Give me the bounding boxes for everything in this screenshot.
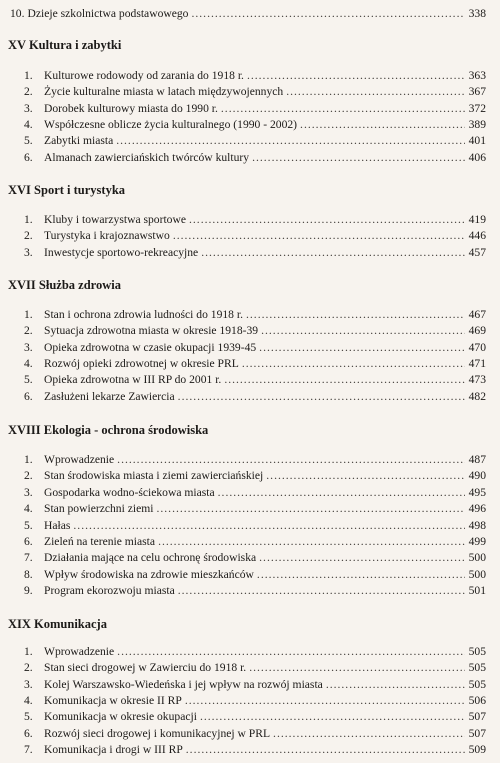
entry-title: Zieleń na terenie miasta <box>44 535 156 548</box>
entry-page: 505 <box>468 677 486 691</box>
entry-number: 5. <box>24 710 33 724</box>
toc-entry <box>24 117 486 132</box>
toc-entry <box>24 677 486 692</box>
section-heading: XIX Komunikacja <box>8 617 107 631</box>
entry-title: Hałas <box>44 518 71 532</box>
entry-title: Stan powierzchni ziemi <box>44 502 154 516</box>
dot-leader <box>300 117 465 132</box>
toc-entry <box>24 550 486 565</box>
toc-entry <box>24 583 486 598</box>
entry-number: 4. <box>24 693 33 707</box>
dot-leader <box>218 485 465 500</box>
toc-entry <box>10 6 486 21</box>
entry-title: Działania mające na celu ochronę środowiska <box>44 551 257 565</box>
entry-title: Wprowadzenie <box>44 453 115 466</box>
entry-title: Kulturowe rodowody od zarania do 1918 r. <box>44 69 244 82</box>
dot-leader <box>247 68 465 83</box>
entry-page: 505 <box>468 661 486 675</box>
entry-title: Komunikacja w okresie okupacji <box>44 710 197 724</box>
dot-leader <box>286 84 465 99</box>
entry-number: 2. <box>24 324 33 338</box>
entry-page: 401 <box>468 134 486 148</box>
entry-number: 5. <box>24 518 33 532</box>
entry-page: 490 <box>468 469 486 483</box>
entry-page: 367 <box>468 85 486 99</box>
entry-title: Stan sieci drogowej w Zawierciu do 1918 r. <box>44 661 247 675</box>
entry-number: 8. <box>24 567 33 581</box>
dot-leader <box>156 501 465 516</box>
entry-page: 487 <box>468 453 486 466</box>
entry-number: 3. <box>24 101 33 115</box>
entry-number: 6. <box>24 389 33 403</box>
entry-number: 1. <box>24 453 33 466</box>
entry-number: 7. <box>24 742 33 756</box>
entry-page: 501 <box>468 584 486 598</box>
entry-title: Kluby i towarzystwa sportowe <box>44 213 186 226</box>
entry-number: 1. <box>24 213 33 226</box>
toc-entry <box>24 518 486 533</box>
dot-leader <box>116 133 465 148</box>
dot-leader <box>173 228 465 243</box>
toc-entry <box>24 228 486 243</box>
entry-number: 1. <box>24 308 33 321</box>
toc-entry <box>24 372 486 387</box>
entry-page: 507 <box>468 710 486 724</box>
entry-number: 3. <box>24 245 33 259</box>
dot-leader <box>326 677 465 692</box>
dot-leader <box>178 583 465 598</box>
dot-leader <box>158 534 465 549</box>
toc-entry <box>24 150 486 165</box>
entry-page: 372 <box>468 101 486 115</box>
dot-leader <box>224 372 465 387</box>
entry-title: Gospodarka wodno-ściekowa miasta <box>44 485 215 499</box>
entry-page: 495 <box>468 485 486 499</box>
entry-number: 6. <box>24 150 33 164</box>
dot-leader <box>178 389 465 404</box>
toc-entry <box>24 133 486 148</box>
entry-page: 389 <box>468 117 486 131</box>
dot-leader <box>117 452 465 467</box>
entry-number: 1. <box>24 645 33 658</box>
dot-leader <box>185 693 465 708</box>
dot-leader <box>249 660 465 675</box>
toc-entry <box>24 501 486 516</box>
entry-number: 5. <box>24 134 33 148</box>
section-heading: XVII Służba zdrowia <box>8 278 121 292</box>
entry-title: Stan środowiska miasta i ziemi zawierciańskiej <box>44 469 264 483</box>
entry-title: Komunikacja w okresie II RP <box>44 693 182 707</box>
entry-page: 500 <box>468 551 486 565</box>
entry-number: 2. <box>24 661 33 675</box>
dot-leader <box>221 101 465 116</box>
dot-leader <box>246 307 465 322</box>
entry-page: 496 <box>468 502 486 516</box>
toc-entry <box>24 660 486 675</box>
section-heading: XVI Sport i turystyka <box>8 183 126 197</box>
dot-leader <box>259 550 465 565</box>
toc-entry <box>24 212 486 227</box>
dot-leader <box>266 468 465 483</box>
entry-number: 4. <box>24 502 33 516</box>
toc-entry <box>24 693 486 708</box>
entry-number: 2. <box>24 229 33 243</box>
entry-number: 4. <box>24 356 33 370</box>
section-heading: XV Kultura i zabytki <box>8 38 122 52</box>
toc-entry <box>24 307 486 322</box>
toc-entry <box>24 567 486 582</box>
entry-page: 457 <box>468 245 486 259</box>
toc-entry <box>24 644 486 659</box>
entry-page: 473 <box>468 373 486 387</box>
entry-number: 3. <box>24 485 33 499</box>
dot-leader <box>186 742 465 757</box>
entry-page: 499 <box>468 535 486 548</box>
entry-title: Kolej Warszawsko-Wiedeńska i jej wpływ na rozwój miasta <box>44 677 323 691</box>
entry-title: Stan i ochrona zdrowia ludności do 1918 r. <box>44 308 243 321</box>
entry-title: Program ekorozwoju miasta <box>44 584 175 598</box>
section-heading: XVIII Ekologia - ochrona środowiska <box>8 423 209 437</box>
entry-page: 338 <box>468 7 486 20</box>
entry-number: 1. <box>24 69 33 82</box>
entry-number: 6. <box>24 726 33 740</box>
toc-entry <box>24 101 486 116</box>
entry-title: Opieka zdrowotna w czasie okupacji 1939-45 <box>44 340 257 354</box>
entry-number: 3. <box>24 677 33 691</box>
entry-title: Inwestycje sportowo-rekreacyjne <box>44 245 199 259</box>
entry-title: Życie kulturalne miasta w latach międzywojennych <box>44 85 284 99</box>
entry-title: Wprowadzenie <box>44 645 115 658</box>
toc-entry <box>24 356 486 371</box>
entry-page: 509 <box>468 742 486 756</box>
entry-number: 4. <box>24 117 33 131</box>
entry-title: Almanach zawierciańskich twórców kultury <box>44 150 250 164</box>
entry-page: 506 <box>468 693 486 707</box>
entry-page: 470 <box>468 340 486 354</box>
entry-title: Zasłużeni lekarze Zawiercia <box>44 389 175 403</box>
entry-number: 2. <box>24 85 33 99</box>
entry-title: Opieka zdrowotna w III RP do 2001 r. <box>44 373 222 387</box>
entry-title: Dorobek kulturowy miasta do 1990 r. <box>44 101 218 115</box>
dot-leader <box>242 356 465 371</box>
toc-entry <box>24 709 486 724</box>
entry-page: 419 <box>468 213 486 226</box>
dot-leader <box>117 644 465 659</box>
entry-number: 7. <box>24 551 33 565</box>
entry-number: 10. <box>10 7 25 20</box>
toc-entry <box>24 452 486 467</box>
toc-entry <box>24 742 486 757</box>
dot-leader <box>259 340 465 355</box>
entry-title: Sytuacja zdrowotna miasta w okresie 1918-39 <box>44 324 259 338</box>
entry-title: Komunikacja i drogi w III RP <box>44 742 183 756</box>
entry-number: 5. <box>24 373 33 387</box>
entry-title: Rozwój sieci drogowej i komunikacyjnej w PRL <box>44 726 271 740</box>
toc-entry <box>24 485 486 500</box>
entry-page: 505 <box>468 645 486 658</box>
entry-page: 507 <box>468 726 486 740</box>
entry-page: 498 <box>468 518 486 532</box>
entry-page: 500 <box>468 567 486 581</box>
entry-page: 467 <box>468 308 486 321</box>
toc-entry <box>24 468 486 483</box>
toc-entry <box>24 68 486 83</box>
entry-page: 471 <box>468 356 486 370</box>
entry-title: Rozwój opieki zdrowotnej w okresie PRL <box>44 356 239 370</box>
toc-entry <box>24 245 486 260</box>
entry-title: Dzieje szkolnictwa podstawowego <box>27 7 189 20</box>
dot-leader <box>201 245 465 260</box>
entry-number: 2. <box>24 469 33 483</box>
entry-page: 406 <box>468 150 486 164</box>
dot-leader <box>191 6 465 21</box>
entry-page: 446 <box>468 229 486 243</box>
entry-title: Zabytki miasta <box>44 134 114 148</box>
dot-leader <box>252 150 465 165</box>
entry-number: 9. <box>24 584 33 598</box>
entry-page: 469 <box>468 324 486 338</box>
entry-title: Turystyka i krajoznawstwo <box>44 229 170 243</box>
toc-entry <box>24 323 486 338</box>
entry-title: Współczesne oblicze życia kulturalnego (1990 - 2002) <box>44 117 298 131</box>
dot-leader <box>200 709 465 724</box>
dot-leader <box>273 726 465 741</box>
toc-entry <box>24 726 486 741</box>
entry-number: 3. <box>24 340 33 354</box>
entry-page: 363 <box>468 69 486 82</box>
dot-leader <box>261 323 465 338</box>
toc-entry <box>24 534 486 549</box>
entry-title: Wpływ środowiska na zdrowie mieszkańców <box>44 567 254 581</box>
dot-leader <box>189 212 465 227</box>
entry-page: 482 <box>468 389 486 403</box>
dot-leader <box>257 567 465 582</box>
entry-number: 6. <box>24 535 33 548</box>
toc-entry <box>24 389 486 404</box>
toc-entry <box>24 84 486 99</box>
toc-entry <box>24 340 486 355</box>
dot-leader <box>73 518 465 533</box>
